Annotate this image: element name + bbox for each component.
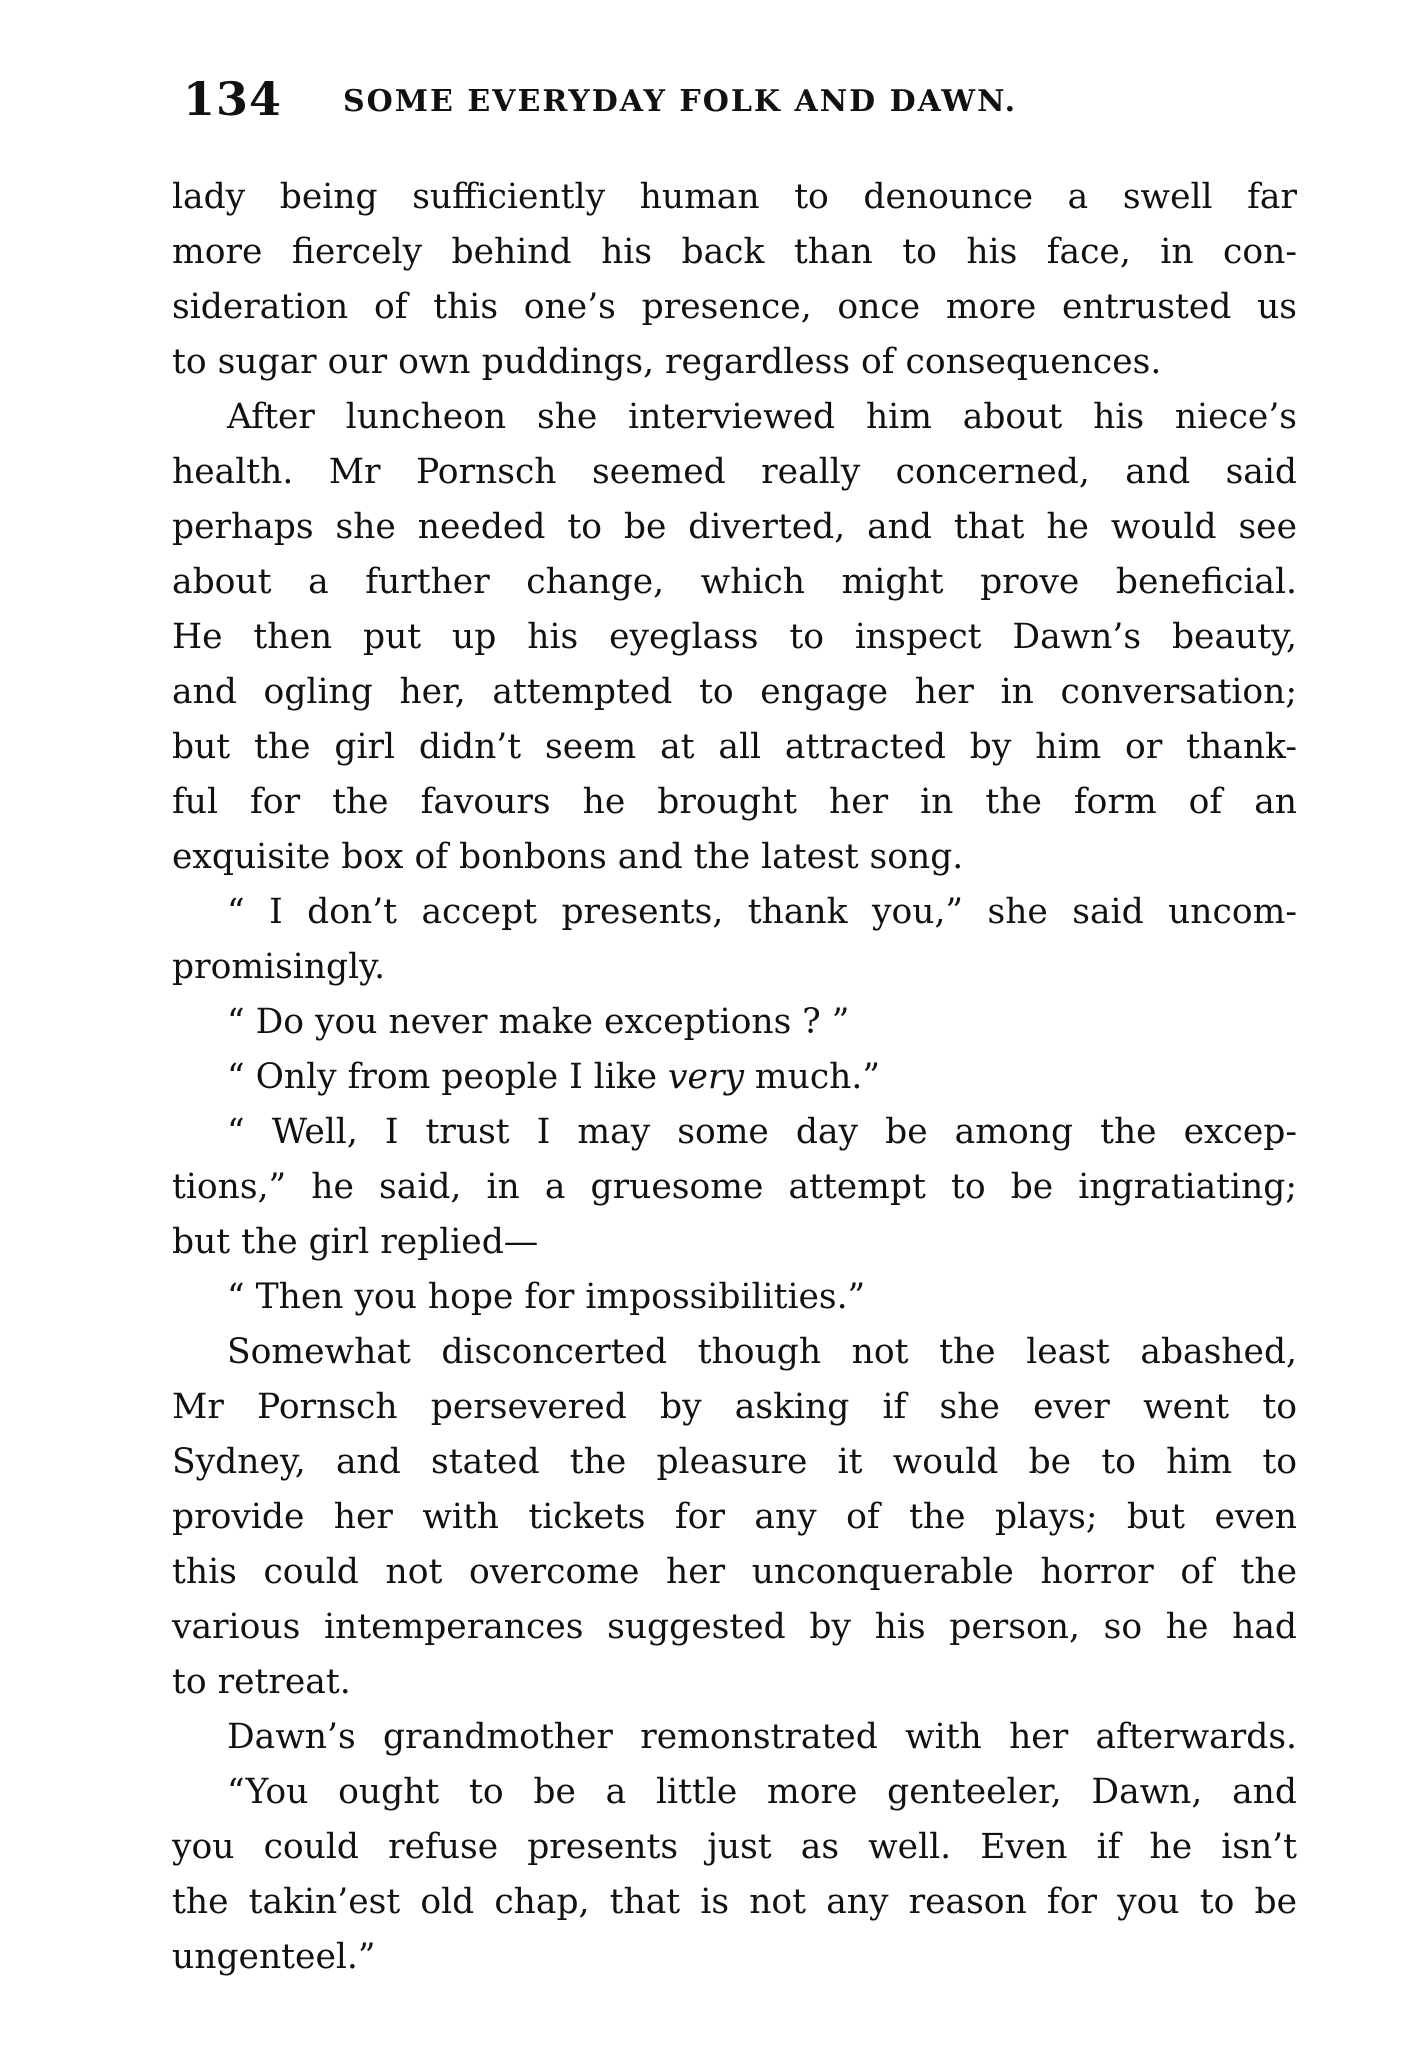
text-line: you could refuse presents just as well. Even if he isn’t (172, 1827, 1297, 1867)
text-line: and ogling her, attempted to engage her in conversation; (172, 672, 1297, 712)
text-line: this could not overcome her unconquerable horror of the (172, 1552, 1297, 1592)
text-line (172, 1050, 1297, 1105)
text-line: He then put up his eyeglass to inspect Dawn’s beauty, (172, 617, 1297, 657)
text-line: more fiercely behind his back than to his face, in con- (172, 232, 1297, 272)
text-line: but the girl replied— (172, 1222, 539, 1262)
text-line: lady being sufficiently human to denounce a swell far (172, 177, 1297, 217)
text-line: sideration of this one’s presence, once more entrusted us (172, 287, 1297, 327)
text-fragment: “ Only from people I like (227, 1057, 669, 1097)
running-head (183, 64, 1303, 134)
text-line: but the girl didn’t seem at all attracted by him or thank- (172, 727, 1297, 767)
text-line: ungenteel.” (172, 1937, 376, 1977)
text-line: tions,” he said, in a gruesome attempt to be ingratiating; (172, 1167, 1297, 1207)
body-text (172, 170, 1297, 1985)
text-line: “ Do you never make exceptions ? ” (227, 1002, 850, 1042)
emphasis: very (668, 1057, 744, 1097)
text-line: health. Mr Pornsch seemed really concerned, and said (172, 452, 1297, 492)
text-line: Dawn’s grandmother remonstrated with her afterwards. (227, 1717, 1297, 1757)
text-line: perhaps she needed to be diverted, and that he would see (172, 507, 1297, 547)
text-line: to sugar our own puddings, regardless of consequences. (172, 342, 1162, 382)
page-number: 134 (183, 72, 283, 126)
text-line: “You ought to be a little more genteeler, Dawn, and (227, 1772, 1297, 1812)
text-line: “ I don’t accept presents, thank you,” she said uncom- (227, 892, 1297, 932)
text-line: provide her with tickets for any of the plays; but even (172, 1497, 1297, 1537)
text-line: exquisite box of bonbons and the latest song. (172, 837, 964, 877)
text-line: the takin’est old chap, that is not any reason for you to be (172, 1882, 1297, 1922)
text-line: Somewhat disconcerted though not the least abashed, (227, 1332, 1297, 1372)
text-line: Mr Pornsch persevered by asking if she ever went to (172, 1387, 1297, 1427)
text-line: promisingly. (172, 947, 386, 987)
text-line: Sydney, and stated the pleasure it would be to him to (172, 1442, 1297, 1482)
text-line: “ Well, I trust I may some day be among the excep- (227, 1112, 1297, 1152)
text-line: “ Then you hope for impossibilities.” (227, 1277, 866, 1317)
running-title: SOME EVERYDAY FOLK AND DAWN. (343, 84, 1018, 119)
text-line: After luncheon she interviewed him about his niece’s (227, 397, 1297, 437)
text-fragment: much.” (743, 1057, 880, 1097)
text-line: about a further change, which might prove beneficial. (172, 562, 1297, 602)
text-line: to retreat. (172, 1662, 351, 1702)
text-line: ful for the favours he brought her in the form of an (172, 782, 1297, 822)
text-line: various intemperances suggested by his person, so he had (172, 1607, 1297, 1647)
